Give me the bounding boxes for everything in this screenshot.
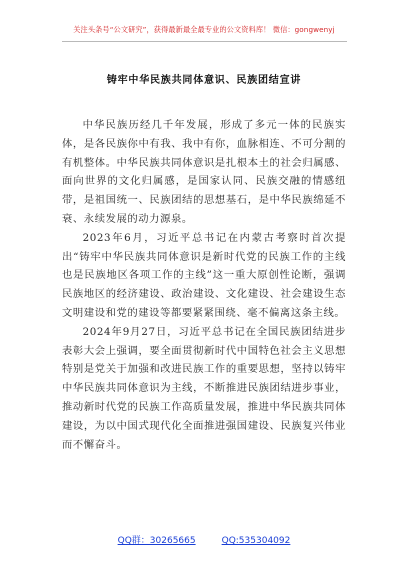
paragraph-2: 2023年6月，习近平总书记在内蒙古考察时首次提出“铸牢中华民族共同体意识是新时代党的民族工作的主线也是民族地区各项工作的主线”这一重大原创性论断，强调民族地区的经济建设、政治建设、文化建设、社会建设生态文明建设和党的建设等都要紧紧围绕、毫不偏离这条主线。 xyxy=(62,231,346,319)
paragraph-1: 中华民族历经几千年发展，形成了多元一体的民族实体，是各民族你中有我、我中有你，血脉相连、不可分割的有机整体。中华民族共同体意识是扎根本土的社会归属感、面向世界的文化归属感，是国家认同、民族交融的情感纽带，是祖国统一、民族团结的思想基石，是中华民族绵延不衰、永续发展的动力源泉。 xyxy=(62,119,346,225)
paragraph-3: 2024年9月27日，习近平总书记在全国民族团结进步表彰大会上强调，要全面贯彻新时代中国特色社会主义思想特别是党关于加强和改进民族工作的重要思想，坚持以铸牢中华民族共同体意识为主线，不断推进民族团结进步事业，推动新时代党的民族工作高质量发展，推进中华民族共同体建设，为以中国式现代化全面推进强国建设、民族复兴伟业而不懈奋斗。 xyxy=(62,325,346,451)
header-divider xyxy=(62,41,347,42)
footer-qq: QQ:535304092 xyxy=(221,536,291,546)
document-title: 铸牢中华民族共同体意识、民族团结宣讲 xyxy=(106,75,302,86)
footer-qq-group: QQ群：30265665 xyxy=(117,536,196,546)
document-body xyxy=(62,116,346,454)
header-promo-note: 关注头条号“公文研究”，获得最新最全最专业的公文资料库！ 微信：gongwenyj xyxy=(73,25,335,34)
footer-contacts xyxy=(0,533,408,546)
